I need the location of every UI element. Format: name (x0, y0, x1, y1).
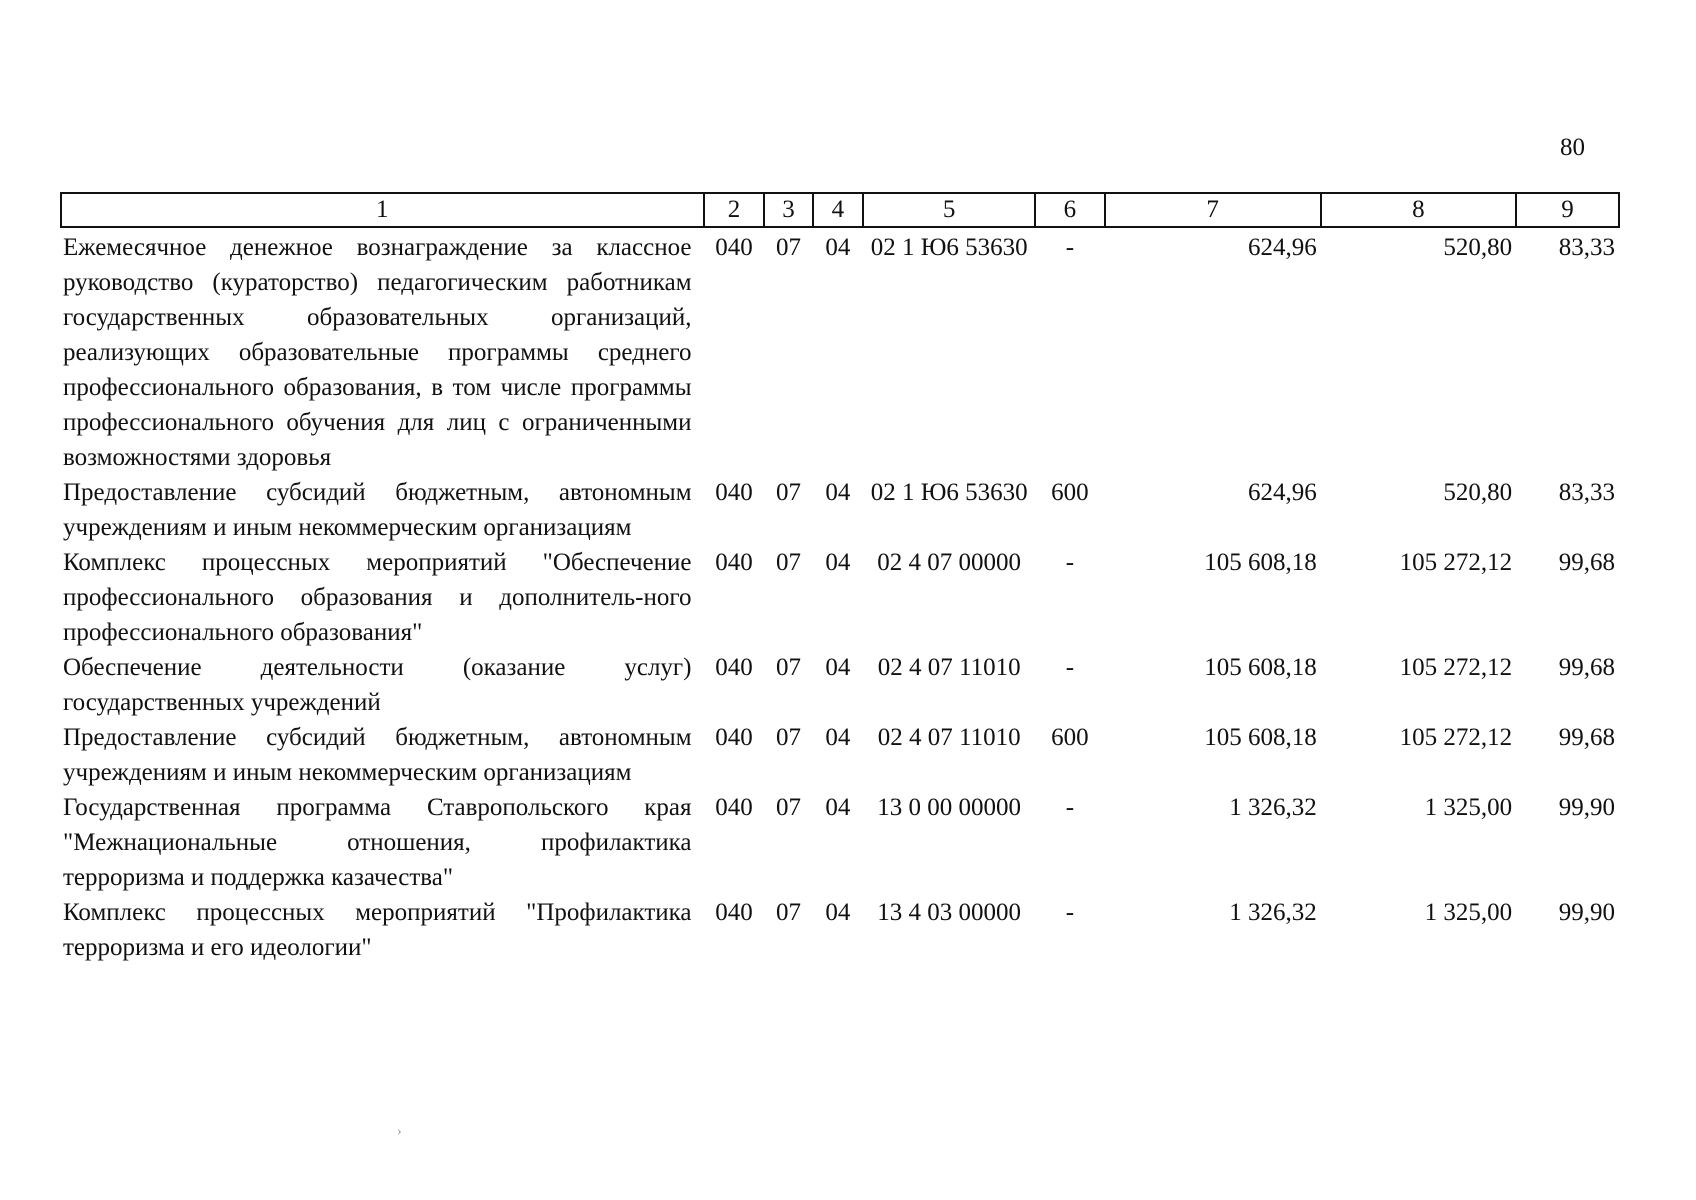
column-header: 9 (1516, 193, 1619, 227)
expense-type-code: 600 (1051, 724, 1089, 751)
target-article-code: 02 1 Ю6 53630 (870, 479, 1028, 506)
section-code: 07 (776, 549, 802, 576)
actual-value: 105 272,12 (1399, 549, 1513, 576)
expense-type-code: - (1065, 654, 1075, 681)
percent-value: 99,68 (1558, 724, 1615, 751)
subsection-code: 04 (825, 654, 851, 681)
target-article-code: 13 0 00 00000 (877, 794, 1022, 821)
target-article-code: 02 4 07 11010 (877, 724, 1021, 751)
plan-value: 105 608,18 (1204, 549, 1317, 576)
section-code: 07 (776, 479, 802, 506)
column-header: 2 (704, 193, 765, 227)
actual-value: 105 272,12 (1399, 724, 1513, 751)
budget-table (60, 192, 1620, 965)
column-header: 7 (1105, 193, 1321, 227)
plan-value: 105 608,18 (1204, 724, 1317, 751)
section-code: 07 (776, 654, 802, 681)
target-article-code: 02 1 Ю6 53630 (870, 234, 1028, 261)
row-description: Ежемесячное денежное вознаграждение за классное руководство (кураторство) педагогическим работникам государственных образовательных организаций, реализующих образовательные программы среднего профессионального образования, в том числе программы профессионального обучения для лиц с ограниченными возможностями здоровья (63, 234, 692, 471)
table-row (61, 650, 1619, 720)
target-article-code: 02 4 07 00000 (877, 549, 1022, 576)
percent-value: 99,68 (1558, 549, 1615, 576)
table-row (61, 475, 1619, 545)
section-code: 07 (776, 724, 802, 751)
actual-value: 105 272,12 (1399, 654, 1513, 681)
column-header: 5 (863, 193, 1035, 227)
ministry-code: 040 (715, 234, 753, 261)
plan-value: 105 608,18 (1204, 654, 1317, 681)
subsection-code: 04 (825, 724, 851, 751)
ministry-code: 040 (715, 549, 753, 576)
actual-value: 1 325,00 (1424, 899, 1513, 926)
subsection-code: 04 (825, 479, 851, 506)
column-header: 8 (1321, 193, 1516, 227)
actual-value: 1 325,00 (1424, 794, 1513, 821)
subsection-code: 04 (825, 234, 851, 261)
expense-type-code: - (1065, 794, 1075, 821)
row-description: Комплекс процессных мероприятий "Профилактика терроризма и его идеологии" (63, 899, 692, 961)
table-row (61, 227, 1619, 475)
target-article-code: 13 4 03 00000 (877, 899, 1022, 926)
section-code: 07 (776, 234, 802, 261)
row-description: Комплекс процессных мероприятий "Обеспечение профессионального образования и дополнитель-ного профессионального образования" (63, 549, 692, 646)
actual-value: 520,80 (1443, 479, 1513, 506)
section-code: 07 (776, 794, 802, 821)
row-description: Предоставление субсидий бюджетным, автономным учреждениям и иным некоммерческим организациям (63, 479, 692, 541)
percent-value: 99,90 (1558, 899, 1615, 926)
subsection-code: 04 (825, 899, 851, 926)
plan-value: 1 326,32 (1229, 794, 1317, 821)
row-description: Государственная программа Ставропольского края "Межнациональные отношения, профилактика терроризма и поддержка казачества" (63, 794, 692, 891)
row-description: Предоставление субсидий бюджетным, автономным учреждениям и иным некоммерческим организациям (63, 724, 692, 786)
section-code: 07 (776, 899, 802, 926)
percent-value: 99,68 (1558, 654, 1615, 681)
subsection-code: 04 (825, 794, 851, 821)
expense-type-code: - (1065, 899, 1075, 926)
plan-value: 624,96 (1248, 479, 1317, 506)
subsection-code: 04 (825, 549, 851, 576)
row-description: Обеспечение деятельности (оказание услуг) государственных учреждений (63, 654, 692, 716)
table-row (61, 720, 1619, 790)
column-header: 6 (1035, 193, 1104, 227)
ministry-code: 040 (715, 794, 753, 821)
percent-value: 83,33 (1558, 234, 1615, 261)
ministry-code: 040 (715, 724, 753, 751)
column-header: 3 (764, 193, 812, 227)
actual-value: 520,80 (1443, 234, 1513, 261)
target-article-code: 02 4 07 11010 (877, 654, 1021, 681)
table-row (61, 790, 1619, 895)
page-number: 80 (1560, 134, 1585, 161)
expense-type-code: - (1065, 234, 1075, 261)
scan-speck: › (397, 1124, 402, 1139)
expense-type-code: - (1065, 549, 1075, 576)
ministry-code: 040 (715, 654, 753, 681)
plan-value: 1 326,32 (1229, 899, 1317, 926)
table-row (61, 895, 1619, 965)
table-row (61, 545, 1619, 650)
column-header: 1 (61, 193, 704, 227)
percent-value: 99,90 (1558, 794, 1615, 821)
plan-value: 624,96 (1248, 234, 1317, 261)
percent-value: 83,33 (1558, 479, 1615, 506)
column-header: 4 (813, 193, 863, 227)
ministry-code: 040 (715, 479, 753, 506)
table-header-row (61, 193, 1619, 227)
ministry-code: 040 (715, 899, 753, 926)
expense-type-code: 600 (1051, 479, 1089, 506)
